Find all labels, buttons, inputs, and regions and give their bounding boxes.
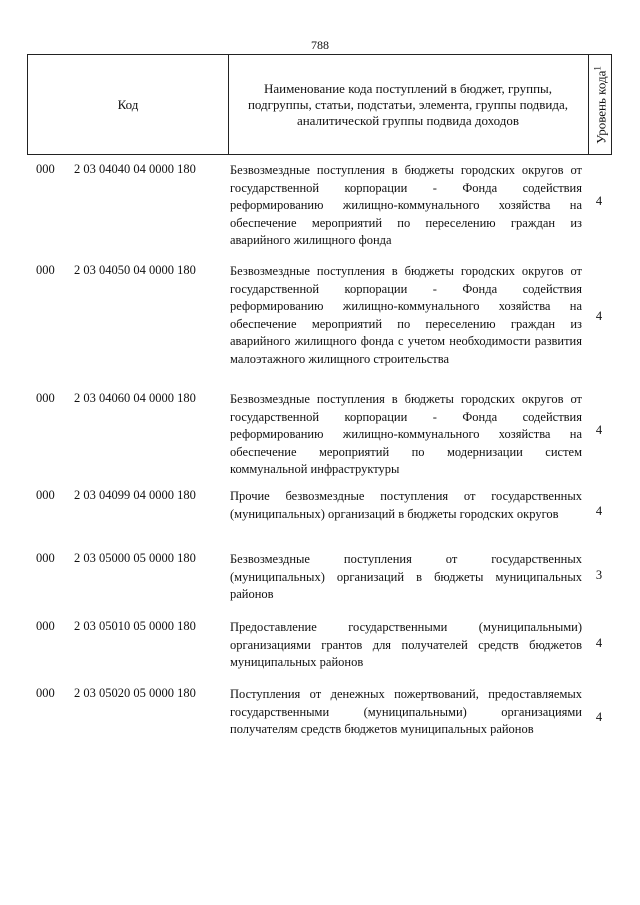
income-name: Безвозмездные поступления в бюджеты городских округов от государственной корпорации - Фонда содействия реформированию жилищно-коммунального хозяйства на обеспечение мероприятий по модернизации систем коммунальной инфраструктуры: [230, 392, 582, 476]
admin-code: 000: [36, 162, 55, 176]
admin-code: 000: [36, 263, 55, 277]
income-name: Поступления от денежных пожертвований, предоставляемых государственными (муниципальными) организациями получателям средств бюджетов муниципальных районов: [230, 687, 582, 736]
income-code: 2 03 04050 04 0000 180: [74, 263, 196, 277]
income-name: Прочие безвозмездные поступления от государственных (муниципальных) организаций в бюджеты городских округов: [230, 489, 582, 521]
code-level: 4: [595, 423, 603, 437]
table-header: [27, 54, 612, 155]
income-name: Безвозмездные поступления от государственных (муниципальных) организаций в бюджеты муниципальных районов: [230, 552, 582, 601]
income-code: 2 03 05010 05 0000 180: [74, 619, 196, 633]
income-name: Предоставление государственными (муниципальными) организациями грантов для получателей средств бюджетов муниципальных районов: [230, 620, 582, 669]
code-level: 4: [595, 710, 603, 724]
header-level: [589, 55, 612, 154]
admin-code: 000: [36, 551, 55, 565]
code-level: 4: [595, 194, 603, 208]
header-level-label: Уровень кода: [593, 70, 609, 144]
income-code: 2 03 05000 05 0000 180: [74, 551, 196, 565]
income-code: 2 03 04099 04 0000 180: [74, 488, 196, 502]
code-level: 4: [595, 636, 603, 650]
header-code: Код: [28, 55, 229, 154]
income-code: 2 03 04040 04 0000 180: [74, 162, 196, 176]
code-level: 4: [595, 309, 603, 323]
admin-code: 000: [36, 686, 55, 700]
income-name: Безвозмездные поступления в бюджеты городских округов от государственной корпорации - Фонда содействия реформированию жилищно-коммунального хозяйства на обеспечение мероприятий по переселению граждан из аварийного жилищного фонда: [230, 163, 582, 247]
header-name: Наименование кода поступлений в бюджет, группы, подгруппы, статьи, подстатьи, элемента, группы подвида, аналитической группы подвида доходов: [228, 55, 589, 154]
income-code: 2 03 05020 05 0000 180: [74, 686, 196, 700]
admin-code: 000: [36, 619, 55, 633]
admin-code: 000: [36, 391, 55, 405]
header-level-footnote: 1: [591, 65, 602, 71]
code-level: 3: [595, 568, 603, 582]
admin-code: 000: [36, 488, 55, 502]
page-number: 788: [311, 38, 329, 52]
income-code: 2 03 04060 04 0000 180: [74, 391, 196, 405]
income-name: Безвозмездные поступления в бюджеты городских округов от государственной корпорации - Фонда содействия реформированию жилищно-коммунального хозяйства на обеспечение мероприятий по переселению граждан из аварийного жилищного фонда с учетом необходимости развития малоэтажного жилищного строительства: [230, 264, 582, 366]
code-level: 4: [595, 504, 603, 518]
